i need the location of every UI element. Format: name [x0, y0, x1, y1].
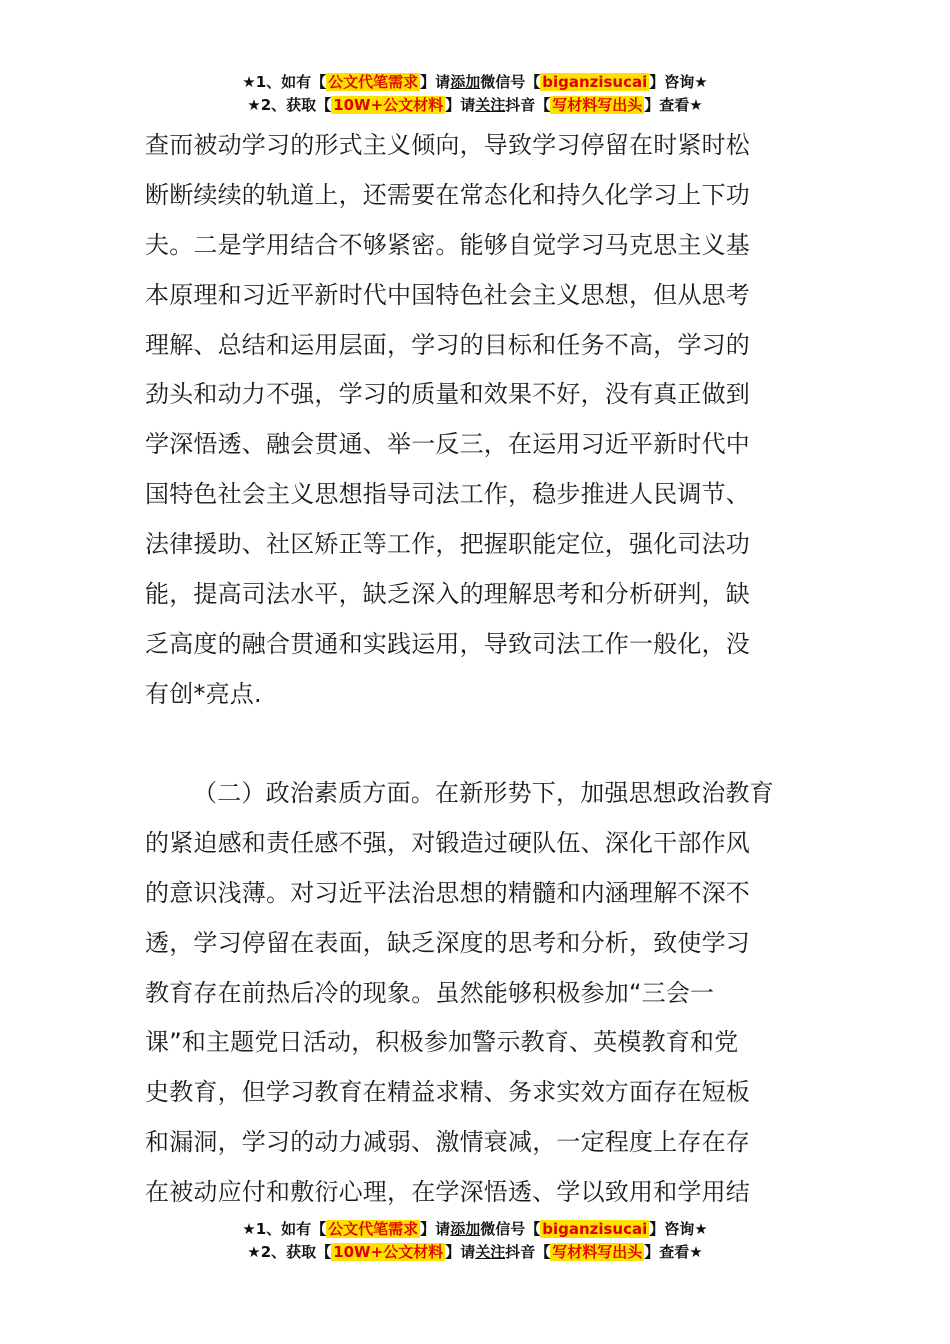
- promo-text: 抖音【: [505, 1243, 551, 1261]
- text-line: （二）政治素质方面。在新形势下，加强思想政治教育: [193, 779, 774, 807]
- promo-text: 】请: [445, 1243, 476, 1261]
- promo-text: 】咨询★: [649, 73, 708, 91]
- promo-line-2: [0, 1241, 950, 1264]
- promo-text: ★2、获取【: [247, 1243, 332, 1261]
- promo-text: 】查看★: [644, 96, 703, 114]
- text-line: 法律援助、社区矫正等工作，把握职能定位，强化司法功: [145, 530, 750, 559]
- promo-text: 微信号【: [480, 1220, 541, 1238]
- promo-highlight: biganzisucai: [542, 1220, 648, 1238]
- text-line: 和漏洞，学习的动力减弱、激情衰减，一定程度上存在存: [145, 1128, 750, 1157]
- promo-highlight: 写材料写出头: [552, 1243, 643, 1261]
- text-line: 理解、总结和运用层面，学习的目标和任务不高，学习的: [145, 330, 750, 359]
- promo-text: ★1、如有【: [242, 73, 327, 91]
- promo-line-2: [0, 94, 950, 117]
- promo-text: 】请: [445, 96, 476, 114]
- text-line: 课”和主题党日活动，积极参加警示教育、英模教育和党: [145, 1028, 739, 1057]
- promo-banner-top: [0, 71, 950, 117]
- promo-text: 】咨询★: [649, 1220, 708, 1238]
- text-line: 透，学习停留在表面，缺乏深度的思考和分析，致使学习: [145, 928, 750, 957]
- text-line: 在被动应付和敷衍心理，在学深悟透、学以致用和学用结: [145, 1178, 750, 1207]
- text-line: 有创*亮点.: [145, 679, 262, 708]
- text-line: 能，提高司法水平，缺乏深入的理解思考和分析研判，缺: [145, 580, 750, 609]
- text-line: 夫。二是学用结合不够紧密。能够自觉学习马克思主义基: [145, 230, 750, 259]
- promo-text: 】查看★: [644, 1243, 703, 1261]
- promo-highlight: 公文代笔需求: [328, 1220, 419, 1238]
- promo-text: ★2、获取【: [247, 96, 332, 114]
- paragraph-1: [145, 121, 810, 720]
- paragraph-2: [145, 769, 810, 1218]
- promo-line-1: [0, 1218, 950, 1241]
- promo-underlined-text: 关注: [475, 1243, 506, 1261]
- promo-underlined-text: 关注: [475, 96, 506, 114]
- promo-text: 抖音【: [505, 96, 551, 114]
- promo-underlined-text: 添加: [450, 73, 481, 91]
- promo-text: ★1、如有【: [242, 1220, 327, 1238]
- promo-underlined-text: 添加: [450, 1220, 481, 1238]
- promo-line-1: [0, 71, 950, 94]
- text-line: 教育存在前热后冷的现象。虽然能够积极参加“三会一: [145, 978, 715, 1007]
- text-line: 史教育，但学习教育在精益求精、务求实效方面存在短板: [145, 1078, 750, 1107]
- promo-highlight: biganzisucai: [542, 73, 648, 91]
- promo-highlight: 公文代笔需求: [328, 73, 419, 91]
- text-line: 查而被动学习的形式主义倾向，导致学习停留在时紧时松: [145, 131, 750, 159]
- text-line: 乏高度的融合贯通和实践运用，导致司法工作一般化，没: [145, 629, 750, 658]
- promo-highlight: 10W+公文材料: [333, 1243, 444, 1261]
- promo-highlight: 写材料写出头: [552, 96, 643, 114]
- text-line: 本原理和习近平新时代中国特色社会主义思想，但从思考: [145, 280, 750, 309]
- text-line: 的意识浅薄。对习近平法治思想的精髓和内涵理解不深不: [145, 878, 750, 907]
- text-line: 国特色社会主义思想指导司法工作，稳步推进人民调节、: [145, 480, 750, 509]
- text-line: 的紧迫感和责任感不强，对锻造过硬队伍、深化干部作风: [145, 828, 750, 857]
- promo-text: 微信号【: [480, 73, 541, 91]
- text-line: 断断续续的轨道上，还需要在常态化和持久化学习上下功: [145, 180, 750, 209]
- text-line: 学深悟透、融会贯通、举一反三，在运用习近平新时代中: [145, 430, 750, 459]
- promo-banner-bottom: [0, 1218, 950, 1264]
- promo-highlight: 10W+公文材料: [333, 96, 444, 114]
- promo-text: 】请: [420, 73, 451, 91]
- text-line: 劲头和动力不强，学习的质量和效果不好，没有真正做到: [145, 380, 750, 409]
- promo-text: 】请: [420, 1220, 451, 1238]
